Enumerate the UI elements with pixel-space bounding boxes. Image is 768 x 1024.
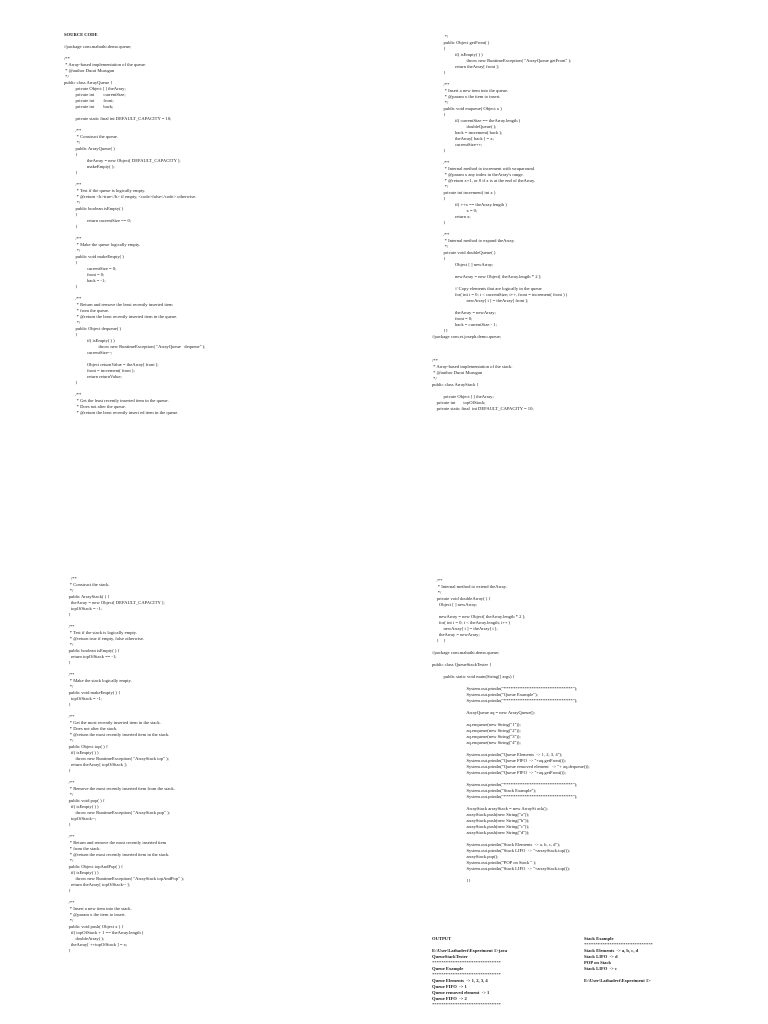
code-line: private static final int DEFAULT_CAPACITY = 10; xyxy=(64,116,172,121)
code-line: public Object dequeue( ) xyxy=(64,326,122,331)
code-line: Stack Elements -> a, b, c, d xyxy=(584,948,639,953)
code-line: arrayStack.pop(); xyxy=(432,854,499,859)
code-line: public static void main(String[] args) { xyxy=(432,674,515,679)
code-line: if( isEmpty( ) ) xyxy=(64,338,115,343)
code-line: return currentSize == 0; xyxy=(64,218,132,223)
code-line: public void enqueue( Object x ) xyxy=(432,106,502,111)
code-line: * from the stack. xyxy=(64,846,101,851)
code-line: System.out.println("Stack Elements -> a, b, c, d"); xyxy=(432,842,561,847)
code-line: * Get the most recently inserted item in the stack. xyxy=(64,720,161,725)
code-line: ****************************** xyxy=(584,942,653,947)
code-line: Queue FIFO -> 2 xyxy=(432,996,467,1001)
code-line: System.out.println("POP on Stack " ); xyxy=(432,860,537,865)
code-line: throw new RuntimeException( "ArrayStack topAndPop" ); xyxy=(64,876,184,881)
code-line: System.out.println("******************************"); xyxy=(432,698,578,703)
code-line: aq.enqueue(new String("4")); xyxy=(432,740,521,745)
code-line: } xyxy=(64,660,71,665)
code-line: public ArrayQueue( ) xyxy=(64,146,115,151)
code-line: */ xyxy=(64,140,81,145)
code-line: x = 0; xyxy=(432,208,478,213)
code-line: { xyxy=(432,46,446,51)
code-line: }} xyxy=(432,878,471,883)
code-line: /** xyxy=(432,358,438,363)
code-line: private int currentSize; xyxy=(64,92,126,97)
code-line: * Does not alter the queue. xyxy=(64,404,126,409)
code-line: } xyxy=(64,768,71,773)
code-line: public Object getFront( ) xyxy=(432,40,490,45)
source-code-column-bottom-left xyxy=(64,576,384,954)
code-line: } } xyxy=(432,638,446,643)
code-line: * @return the most recently inserted item in the stack. xyxy=(64,732,170,737)
code-line: */ xyxy=(64,918,74,923)
code-line: private int front; xyxy=(64,98,114,103)
code-line: POP on Stack xyxy=(584,960,612,965)
code-line: OUTPUT xyxy=(432,936,452,941)
code-line: System.out.println("Queue removed element -> "+ aq.dequeue()); xyxy=(432,764,590,769)
code-line: public void makeEmpty( ) xyxy=(64,254,124,259)
code-line: private static final int DEFAULT_CAPACITY = 10; xyxy=(432,406,534,411)
code-line: doubleArray( ); xyxy=(64,936,105,941)
code-line: */ xyxy=(64,74,69,79)
code-line: * @author Durai Murugan xyxy=(64,68,115,73)
code-line: ArrayStack arrayStack = new ArraySt ack(); xyxy=(432,806,548,811)
code-line: * Internal method to increment with wraparound. xyxy=(432,166,536,171)
code-line: topOfStack = -1; xyxy=(64,696,102,701)
code-line: * Construct the stack. xyxy=(64,582,110,587)
code-line: System.out.println("Queue Example"); xyxy=(432,692,538,697)
code-line: System.out.println("******************************"); xyxy=(432,782,578,787)
code-line: if( isEmpty( ) ) xyxy=(432,52,483,57)
code-line: { xyxy=(64,152,78,157)
code-line: * @param x any index in theArray's range. xyxy=(432,172,524,177)
code-line: /** xyxy=(64,780,75,785)
code-line: } xyxy=(64,612,71,617)
code-line: private void doubleQueue( ) xyxy=(432,250,496,255)
code-line: /** xyxy=(64,900,75,905)
code-line: { xyxy=(432,112,446,117)
code-line: System.out.println("Stack LIFO -> "+arrayStack.top()); xyxy=(432,848,570,853)
code-line: private Object [ ] theArray; xyxy=(432,394,494,399)
code-line: E:\User\Lathadevi\Experiment 1>java xyxy=(432,948,508,953)
code-line: newArray[ i ] = theArray[ i ]; xyxy=(432,626,498,631)
code-line: throw new RuntimeException( "ArrayQueue getFront" ); xyxy=(432,58,572,63)
code-line: * @author Durai Murugan xyxy=(432,370,483,375)
code-line: } xyxy=(432,70,446,75)
program-output-left xyxy=(432,936,572,1008)
code-line: { xyxy=(432,256,446,261)
code-line: if( currentSize == theArray.length ) xyxy=(432,118,521,123)
code-line: * Test if the stack is logically empty. xyxy=(64,630,137,635)
code-line: * @return x+1, or 0 if x is at the end of theArray. xyxy=(432,178,536,183)
code-line: */ xyxy=(64,792,74,797)
code-line: } xyxy=(432,220,446,225)
code-line: } xyxy=(64,948,71,953)
code-line: /** xyxy=(432,578,443,583)
code-line: Queue removed element -> 1 xyxy=(432,990,490,995)
code-line: if( ++x == theArray.length ) xyxy=(432,202,507,207)
code-line: private int back; xyxy=(64,104,114,109)
code-line: */ xyxy=(432,244,449,249)
code-line: E:\User\Lathadevi\Experiment 1> xyxy=(584,978,651,983)
source-code-column-top-left xyxy=(64,32,384,416)
code-line: */ xyxy=(432,376,437,381)
code-line: return theArray[ topOfStack ]; xyxy=(64,762,127,767)
code-line: ArrayQueue aq = new ArrayQueue(); xyxy=(432,710,535,715)
code-line: * Insert a new item into the stack. xyxy=(64,906,132,911)
source-code-column-top-right xyxy=(432,34,732,412)
code-line: /** xyxy=(64,236,82,241)
code-line: System.out.println("Queue FIFO -> "+aq.getFront()); xyxy=(432,770,566,775)
code-line: return returnValue; xyxy=(64,374,122,379)
code-line: } xyxy=(64,888,71,893)
code-line: arrayStack.push(new String("c")); xyxy=(432,824,530,829)
code-line: public void push( Object x ) { xyxy=(64,924,124,929)
code-line: /** xyxy=(64,672,75,677)
code-line: * Insert a new item into the queue. xyxy=(432,88,509,93)
code-line: } xyxy=(64,822,71,827)
code-line: * @return <b>true</b> if empty, <code>false</code> otherwise. xyxy=(64,194,197,199)
code-line: theArray[ back ] = x; xyxy=(432,136,494,141)
program-output-right xyxy=(584,936,734,984)
code-line: * Return and remove the most recently inserted item xyxy=(64,840,167,845)
code-line: * @param x the item to insert. xyxy=(64,912,126,917)
code-line: System.out.println("Queue FIFO -> "+aq.getFront()); xyxy=(432,758,566,763)
code-line: if( topOfStack + 1 == theArray.length ) xyxy=(64,930,144,935)
code-line: * Does not alter the stack. xyxy=(64,726,118,731)
code-line: * Make the stack logically empty. xyxy=(64,678,132,683)
code-line: { xyxy=(64,332,78,337)
code-line: /** xyxy=(432,160,450,165)
code-line: private void doubleArray( ) { xyxy=(432,596,491,601)
code-line: * @param x the item to insert. xyxy=(432,94,501,99)
code-line: /** xyxy=(64,834,75,839)
source-code-column-bottom-right xyxy=(432,578,732,884)
code-line: public void pop( ) { xyxy=(64,798,105,803)
code-line: }} xyxy=(432,328,448,333)
code-line: newArray[ i ] = theArray[ front ]; xyxy=(432,298,529,303)
code-line: System.out.println("******************************"); xyxy=(432,686,578,691)
code-line: topOfStack = -1; xyxy=(64,606,102,611)
code-line: /** xyxy=(64,56,70,61)
code-line: if( isEmpty( ) ) xyxy=(64,870,99,875)
code-line: private int increment( int x ) xyxy=(432,190,496,195)
code-line: { xyxy=(64,260,78,265)
code-line: topOfStack--; xyxy=(64,816,97,821)
code-line: * from the queue. xyxy=(64,308,110,313)
code-line: back = increment( back ); xyxy=(432,130,503,135)
code-line: Queue Elements -> 1, 2, 3, 4 xyxy=(432,978,488,983)
code-line: theArray[ ++topOfStack ] = x; xyxy=(64,942,128,947)
code-line: /** xyxy=(64,576,77,581)
code-line: { xyxy=(432,196,446,201)
code-line: public boolean isEmpty( ) xyxy=(64,206,124,211)
code-line: /** xyxy=(64,624,75,629)
code-line: /** xyxy=(432,82,450,87)
code-line: { xyxy=(64,212,78,217)
code-line: public class ArrayStack { xyxy=(432,382,479,387)
code-line: * Test if the queue is logically empty. xyxy=(64,188,146,193)
code-line: * Remove the most recently inserted item from the stack. xyxy=(64,786,175,791)
code-line: public Object top( ) { xyxy=(64,744,109,749)
code-line: theArray = newArray; xyxy=(432,310,496,315)
code-line: //package com.mahathi.demo.queue; xyxy=(64,44,132,49)
code-line: */ xyxy=(432,34,449,39)
code-line: if( isEmpty( ) ) xyxy=(64,750,99,755)
code-line: System.out.println("Stack LIFO -> "+arrayStack.top()); xyxy=(432,866,570,871)
code-line: // Copy elements that are logically in the queue xyxy=(432,286,542,291)
code-line: * Internal method to expand theArray. xyxy=(432,238,515,243)
code-line: theArray = new Object[ DEFAULT_CAPACITY ]; xyxy=(64,158,181,163)
code-line: QueueStackTester xyxy=(432,954,468,959)
code-line: */ xyxy=(64,684,74,689)
code-line: */ xyxy=(64,858,74,863)
code-line: /** xyxy=(64,296,82,301)
code-line: return x; xyxy=(432,214,471,219)
code-line: */ xyxy=(432,184,449,189)
code-line: Object [ ] newArray; xyxy=(432,262,494,267)
code-line: ****************************** xyxy=(432,972,501,977)
code-line: * Construct the queue. xyxy=(64,134,118,139)
code-line: /** xyxy=(64,392,82,397)
code-line: public void makeEmpty( ) { xyxy=(64,690,121,695)
code-line: * @return the most recently inserted item in the stack. xyxy=(64,852,170,857)
code-line: * @return true if empty, false otherwise. xyxy=(64,636,145,641)
code-line: arrayStack.push(new String("a")); xyxy=(432,812,530,817)
code-line: Object returnValue = theArray[ front ]; xyxy=(64,362,159,367)
code-line: */ xyxy=(64,320,81,325)
code-line: throw new RuntimeException( "ArrayStack pop" ); xyxy=(64,810,170,815)
code-line: } xyxy=(64,702,71,707)
code-line: for( int i = 0; i < currentSize; i++, front = increment( front ) ) xyxy=(432,292,568,297)
code-line: } xyxy=(64,224,78,229)
code-line: * Array-based implementation of the stack. xyxy=(432,364,513,369)
code-line: SOURCE CODE xyxy=(64,32,98,37)
code-line: return topOfStack == -1; xyxy=(64,654,117,659)
code-line: ****************************** xyxy=(432,1002,501,1007)
code-line: * Get the least recently inserted item in the queue. xyxy=(64,398,169,403)
code-line: throw new RuntimeException( "ArrayStack top" ); xyxy=(64,756,169,761)
code-line: arrayStack.push(new String("d")); xyxy=(432,830,530,835)
code-line: return theArray[ topOfStack-- ]; xyxy=(64,882,130,887)
code-line: //package com.et.joseph.demo.queue; xyxy=(432,334,502,339)
code-line: back = currentSize - 1; xyxy=(432,322,497,327)
code-line: //package com.mahathi.demo.queue; xyxy=(432,650,500,655)
code-line: public boolean isEmpty( ) { xyxy=(64,648,120,653)
code-line: * @return the least recently inserted item in the queue. xyxy=(64,314,178,319)
code-line: } xyxy=(64,284,78,289)
code-line: } xyxy=(64,170,78,175)
code-line: ****************************** xyxy=(432,960,501,965)
code-line: Stack LIFO -> d xyxy=(584,954,618,959)
code-line: arrayStack.push(new String("b")); xyxy=(432,818,530,823)
code-line: */ xyxy=(432,100,449,105)
code-line: Stack Example xyxy=(584,936,614,941)
code-line: System.out.println("Stack Example"); xyxy=(432,788,537,793)
code-line: aq.enqueue(new String("3")); xyxy=(432,734,521,739)
code-line: /** xyxy=(432,232,450,237)
code-line: theArray = new Object[ DEFAULT_CAPACITY ]; xyxy=(64,600,165,605)
code-line: } xyxy=(432,148,446,153)
code-line: throw new RuntimeException( "ArrayQueue dequeue" ); xyxy=(64,344,206,349)
code-line: Queue FIFO -> 1 xyxy=(432,984,467,989)
code-line: */ xyxy=(64,588,74,593)
code-line: Stack LIFO -> c xyxy=(584,966,617,971)
code-line: * @return the least recently insert ed item in the queue. xyxy=(64,410,179,415)
code-line: /** xyxy=(64,128,82,133)
code-line: aq.enqueue(new String("2")); xyxy=(432,728,521,733)
code-line: theArray = newArray; xyxy=(432,632,480,637)
code-line: private int topOfStack; xyxy=(432,400,486,405)
code-line: * Array-based implementation of the queue. xyxy=(64,62,147,67)
code-line: */ xyxy=(64,248,81,253)
code-line: currentSize = 0; xyxy=(64,266,117,271)
code-line: currentSize--; xyxy=(64,350,113,355)
code-line: public class ArrayQueue { xyxy=(64,80,113,85)
code-line: /** xyxy=(64,714,75,719)
code-line: aq.enqueue(new String("1")); xyxy=(432,722,521,727)
code-line: back = -1; xyxy=(64,278,106,283)
code-line: */ xyxy=(64,738,74,743)
code-line: front = 0; xyxy=(64,272,105,277)
code-line: } xyxy=(64,380,78,385)
code-line: front = increment( front ); xyxy=(64,368,135,373)
code-line: newArray = new Object[ theArray.length * 2 ]; xyxy=(432,274,542,279)
code-line: newArray = new Object[ theArray.length * 2 ]; xyxy=(432,614,526,619)
code-line: Object [ ] newArray; xyxy=(432,602,478,607)
code-line: doubleQueue( ); xyxy=(432,124,497,129)
code-line: for( int i = 0; i < theArray.length; i++ ) xyxy=(432,620,511,625)
code-line: */ xyxy=(432,590,442,595)
code-line: if( isEmpty( ) ) xyxy=(64,804,99,809)
code-line: private Object [ ] theArray; xyxy=(64,86,126,91)
code-line: System.out.println("Queue Elements -> 1, 2, 3, 4"); xyxy=(432,752,563,757)
code-line: makeEmpty( ); xyxy=(64,164,115,169)
code-line: Queue Example xyxy=(432,966,464,971)
code-line: * Make the queue logically empty. xyxy=(64,242,141,247)
code-line: */ xyxy=(64,642,74,647)
code-line: front = 0; xyxy=(432,316,473,321)
code-line: * Internal method to extend theArray. xyxy=(432,584,507,589)
code-line: return theArray[ front ]; xyxy=(432,64,499,69)
code-line: public ArrayStack( ) { xyxy=(64,594,110,599)
code-line: public Object topAndPop( ) { xyxy=(64,864,124,869)
code-line: currentSize++; xyxy=(432,142,483,147)
code-line: public class QueueStackTester { xyxy=(432,662,492,667)
code-line: * Return and remove the least recently inserted item xyxy=(64,302,173,307)
code-line: */ xyxy=(64,200,81,205)
code-line: System.out.println("******************************"); xyxy=(432,794,578,799)
code-line: /** xyxy=(64,182,82,187)
